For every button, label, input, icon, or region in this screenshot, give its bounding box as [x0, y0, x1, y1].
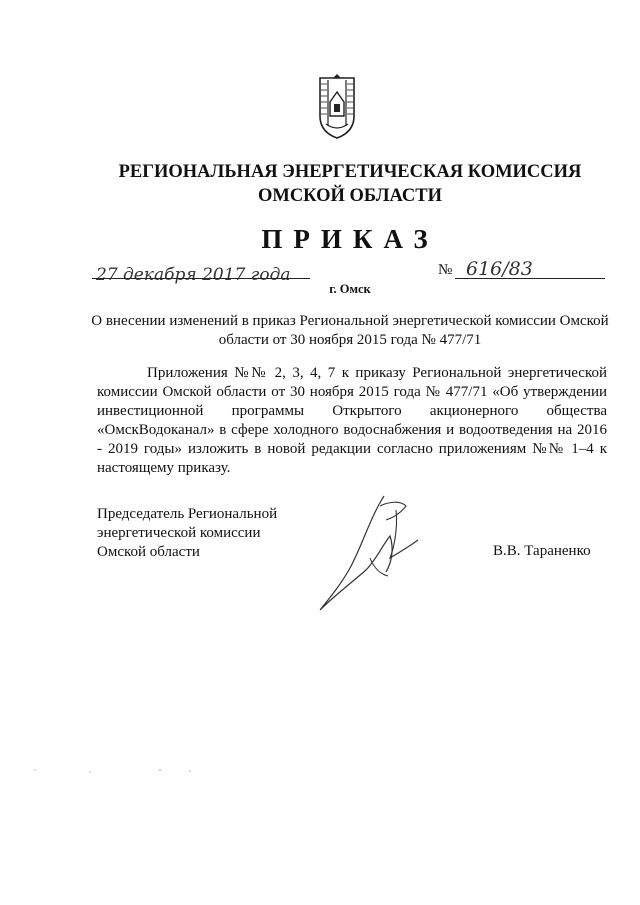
number-underline [455, 278, 605, 279]
handwritten-number-text: 616/83 [466, 258, 533, 280]
organization-name-line1: РЕГИОНАЛЬНАЯ ЭНЕРГЕТИЧЕСКАЯ КОМИССИЯ [118, 162, 582, 182]
organization-name-line2: ОМСКОЙ ОБЛАСТИ [257, 186, 443, 206]
document-subject: О внесении изменений в приказ Региональной энергетической комиссии Омской области от 30 ноября 2015 года № 477/71 [91, 313, 609, 348]
signer-position-line3: Омской области [97, 544, 200, 560]
city-label: г. Омск [329, 282, 371, 296]
scan-specks [30, 760, 230, 780]
signer-position-line1: Председатель Региональной [97, 506, 278, 522]
document-type-title: ПРИКАЗ [261, 224, 439, 254]
signer-position [97, 505, 277, 562]
document-body: Приложения №№ 2, 3, 4, 7 к приказу Региональной энергетической комиссии Омской области от 30 ноября 2015 года № 477/71 «Об утверждении инвестиционной программы Открытого акционерного общества «ОмскВодоканал» в сфере холодного водоснабжения и водоотведения на 2016 - 2019 годы» изложить в новой редакции согласно приложениям №№ 1–4 к настоящему приказу. [97, 365, 607, 476]
signer-name: В.В. Тараненко [493, 543, 591, 559]
date-underline [92, 278, 310, 279]
handwritten-date-text: 27 декабря 2017 года [96, 265, 291, 285]
coat-of-arms-emblem [316, 72, 358, 142]
number-label: № [438, 262, 453, 278]
signer-position-line2: энергетической комиссии [97, 525, 261, 541]
handwritten-signature [310, 488, 430, 618]
